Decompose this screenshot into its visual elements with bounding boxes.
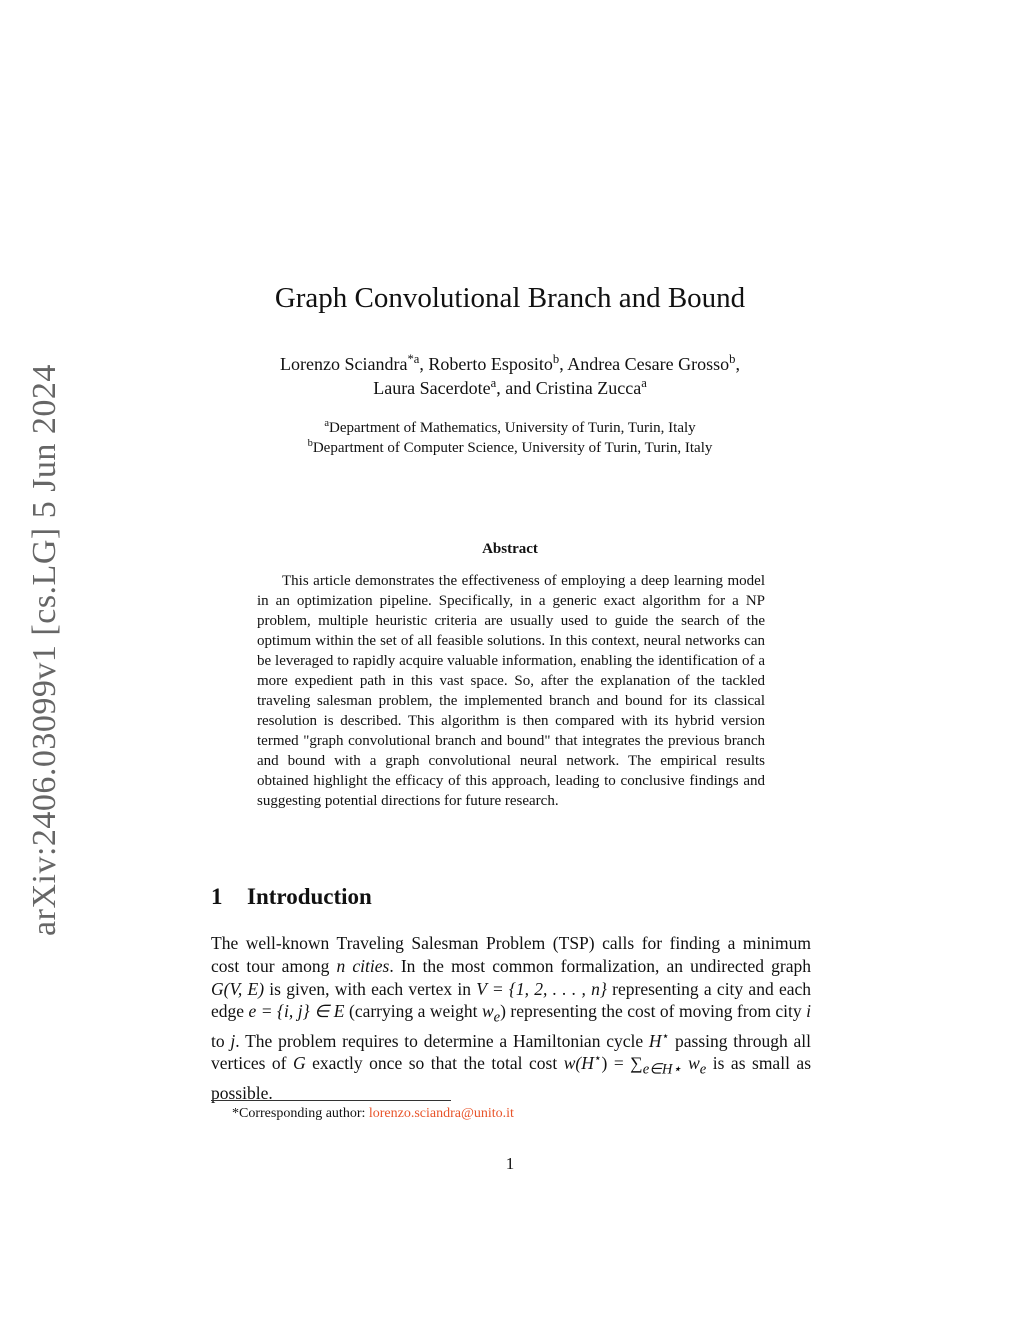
intro-text: is as small as possible. bbox=[211, 1053, 812, 1103]
math-inline: j bbox=[230, 1030, 236, 1051]
author-list: Lorenzo Sciandra$^{*a}$, Roberto Esposito$^b$, Andrea Cesare Grosso$^b$, Laura Sacerdote$^a$, and Cristina Zucca$^a$ bbox=[280, 352, 740, 398]
intro-paragraph bbox=[211, 932, 811, 1105]
author-name: Cristina Zucca bbox=[535, 378, 642, 398]
intro-text: exactly once so that the total cost bbox=[305, 1053, 564, 1074]
affiliation-mark: b bbox=[307, 438, 313, 449]
paper-title: Graph Convolutional Branch and Bound bbox=[274, 282, 746, 314]
abstract-body: This article demonstrates the effectiveness of employing a deep learning model in an optimization pipeline. Specifically, in a generic exact algorithm for a NP problem, multiple heuristic criteria are usually used to guide the search of the optimum within the set of all feasible solutions. In this context, neural networks can be leveraged to rapidly acquire valuable information, enabling the identification of a more expedient path in this vast space. So, after the explanation of the tackled traveling salesman problem, the implemented branch and bound for its classical resolution is described. This algorithm is then compared with its hybrid version termed "graph convolutional branch and bound" that integrates the previous branch and bound with a graph convolutional neural network. The empirical results obtained highlight the efficacy of this approach, leading to conclusive findings and suggesting potential directions for future research. bbox=[257, 573, 765, 809]
math-inline: H bbox=[648, 1030, 662, 1051]
math-inline: w bbox=[481, 1001, 494, 1022]
math-inline: i bbox=[806, 1001, 812, 1022]
intro-text: is given, with each vertex in bbox=[264, 978, 477, 999]
author-affil-mark: b bbox=[552, 352, 560, 366]
affiliation-mark: a bbox=[324, 418, 330, 429]
author-email-link[interactable]: lorenzo.sciandra@unito.it bbox=[368, 1106, 514, 1121]
section-title: Introduction bbox=[247, 884, 372, 909]
arxiv-stamp-text: arXiv:2406.03099v1 [cs.LG] 5 Jun 2024 bbox=[26, 364, 64, 936]
math-subscript: e bbox=[699, 1061, 707, 1078]
affiliation-text: Department of Computer Science, University of Turin, Turin, Italy bbox=[312, 440, 713, 456]
footnote bbox=[232, 1106, 812, 1122]
math-superscript: ⋆ bbox=[661, 1028, 670, 1043]
math-inline: w bbox=[688, 1053, 700, 1074]
arxiv-stamp bbox=[20, 364, 70, 936]
math-subscript: e∈H⋆ bbox=[642, 1061, 682, 1078]
math-inline: e = {i, j} ∈ E bbox=[248, 1001, 345, 1022]
author-name: Andrea Cesare Grosso bbox=[567, 354, 730, 374]
math-inline: G(V, E) bbox=[211, 978, 265, 999]
section-heading bbox=[211, 884, 811, 910]
affiliation-text: Department of Mathematics, University of Turin, Turin, Italy bbox=[329, 420, 696, 436]
math-superscript: ⋆ bbox=[593, 1051, 602, 1066]
section-number: 1 bbox=[211, 884, 223, 909]
sum-symbol: ∑ bbox=[630, 1053, 643, 1074]
author-name: Roberto Esposito bbox=[428, 354, 553, 374]
intro-text: ) representing the cost of moving from city bbox=[500, 1001, 807, 1022]
author-affil-mark: a bbox=[490, 376, 497, 390]
intro-text: . The problem requires to determine a Hamiltonian cycle bbox=[235, 1030, 649, 1051]
footnote-label: Corresponding author: bbox=[239, 1106, 369, 1121]
footnote-rule bbox=[211, 1100, 451, 1101]
intro-text: passing through all vertices of bbox=[211, 1030, 811, 1074]
intro-text: The well-known Traveling Salesman Problem (TSP) calls for finding a minimum cost tour among bbox=[211, 933, 811, 976]
math-inline: w(H bbox=[563, 1053, 594, 1074]
intro-text: representing a city and each edge bbox=[211, 978, 811, 1022]
affiliation-a bbox=[200, 418, 820, 438]
affiliation-b bbox=[200, 438, 820, 458]
author-name: Lorenzo Sciandra bbox=[280, 354, 408, 374]
math-subscript: e bbox=[493, 1009, 501, 1026]
author-name: Laura Sacerdote bbox=[373, 378, 491, 398]
affiliation-list bbox=[200, 418, 820, 458]
author-affil-mark: b bbox=[729, 352, 736, 366]
math-operator: = bbox=[607, 1053, 631, 1074]
intro-text: to bbox=[211, 1030, 231, 1051]
intro-text: (carrying a weight bbox=[344, 1001, 482, 1022]
intro-emphasis: n cities bbox=[336, 955, 390, 976]
abstract-heading: Abstract bbox=[482, 541, 538, 557]
author-affil-mark: *a bbox=[407, 352, 420, 366]
math-inline: ) bbox=[601, 1053, 608, 1074]
page-number: 1 bbox=[505, 1154, 515, 1173]
footnote-mark: * bbox=[232, 1106, 239, 1121]
math-inline: G bbox=[293, 1053, 306, 1074]
intro-text: . In the most common formalization, an undirected graph bbox=[389, 955, 811, 976]
author-affil-mark: a bbox=[641, 376, 647, 390]
math-inline: V = {1, 2, . . . , n} bbox=[476, 978, 607, 999]
author-conjunction: and bbox=[505, 378, 532, 398]
